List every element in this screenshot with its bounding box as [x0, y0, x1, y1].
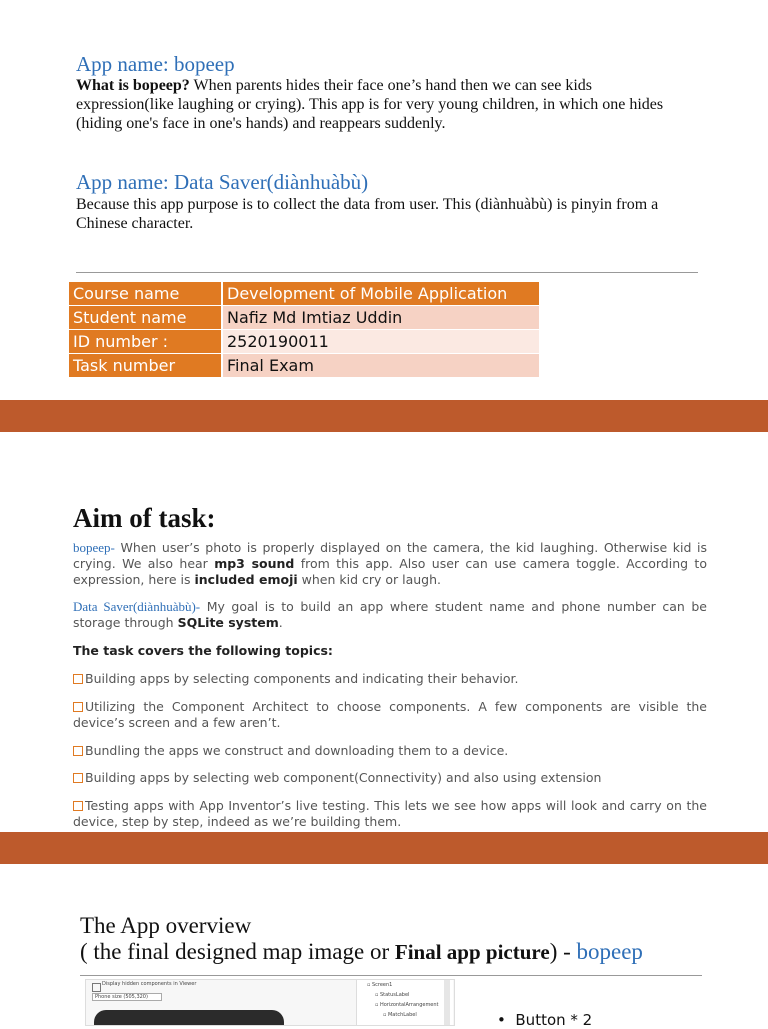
list-item-text: Button * 2 [515, 1011, 593, 1029]
divider [76, 272, 698, 273]
table-row [69, 354, 539, 377]
bold-text: Final app picture [394, 940, 550, 964]
list-item [73, 699, 707, 731]
table-value: Development of Mobile Application [223, 282, 539, 305]
table-key: Student name [69, 306, 223, 329]
list-item-text: Utilizing the Component Architect to choose components. A few components are visible the device’s screen and a few aren’t. [73, 699, 707, 730]
table-value: Nafiz Md Imtiaz Uddin [223, 306, 539, 329]
checkbox-bullet-icon [73, 674, 83, 684]
text-run: My goal is to build an app where student name and phone number can be storage through [73, 599, 707, 630]
text-run: when kid cry or laugh. [297, 572, 442, 587]
table-row [69, 306, 539, 329]
tree-item: ▫ HorizontalArrangement [375, 1002, 439, 1008]
tree-item-label: StatusLabel [379, 992, 410, 998]
app-name-bopeep: bopeep- [73, 540, 115, 555]
text-run: . [278, 615, 283, 630]
list-item-text: Bundling the apps we construct and downloading them to a device. [85, 743, 509, 758]
app1-title: App name: bopeep [76, 52, 235, 76]
bold-text: mp3 sound [214, 556, 295, 571]
table-key: ID number : [69, 330, 223, 353]
bullet-icon: • [497, 1011, 516, 1029]
slide-separator [0, 832, 768, 864]
list-item-text: Building apps by selecting web component(Connectivity) and also using extension [85, 770, 602, 785]
phone-size-select: Phone size (505,320) [92, 993, 162, 1001]
table-value: Final Exam [223, 354, 539, 377]
components-list-item [497, 1011, 592, 1029]
topics-heading: The task covers the following topics: [73, 643, 333, 658]
tree-item-label: Screen1 [371, 982, 393, 988]
aim-title: Aim of task: [73, 503, 216, 533]
table-key: Task number [69, 354, 223, 377]
list-item [73, 671, 707, 687]
tree-item-label: MatchLabel [387, 1012, 417, 1018]
checkbox-bullet-icon [73, 773, 83, 783]
course-info-table [69, 281, 539, 378]
checkbox [92, 983, 101, 992]
list-item-text: Testing apps with App Inventor’s live testing. This lets we see how apps will look and carry on the device, step by step, indeed as we’re building them. [73, 798, 707, 829]
tree-item: ▫ Screen1 [367, 982, 393, 988]
app1-description [76, 76, 676, 133]
bold-text: SQLite system [177, 615, 279, 630]
scrollbar [444, 980, 450, 1025]
tree-item: ▫ MatchLabel [383, 1012, 417, 1018]
aim-paragraph-bopeep [73, 540, 707, 588]
table-row [69, 330, 539, 353]
checkbox-label: Display hidden components in Viewer [102, 981, 197, 987]
overview-subtitle [80, 939, 643, 965]
app-name-bopeep: bopeep [576, 939, 643, 964]
app2-title: App name: Data Saver(diànhuàbù) [76, 170, 369, 194]
checkbox-bullet-icon [73, 702, 83, 712]
list-item-text: Building apps by selecting components and indicating their behavior. [85, 671, 519, 686]
list-item [73, 743, 707, 759]
app1-answer: When parents hides their face one’s hand then we can see kids [189, 77, 593, 94]
components-tree [356, 980, 453, 1025]
table-value: 2520190011 [223, 330, 539, 353]
table-key: Course name [69, 282, 223, 305]
designer-screenshot [85, 979, 455, 1026]
text-run: ( the final designed map image or [80, 939, 395, 964]
overview-title: The App overview [80, 913, 252, 938]
tree-item: ▫ StatusLabel [375, 992, 410, 998]
tree-item-label: HorizontalArrangement [379, 1002, 439, 1008]
app2-description: Because this app purpose is to collect the data from user. This (diànhuàbù) is pinyin from a Chinese character. [76, 196, 659, 232]
app1-question: What is bopeep? [76, 77, 190, 94]
checkbox-bullet-icon [73, 801, 83, 811]
app-name-datasaver: Data Saver(diànhuàbù)- [73, 599, 201, 614]
text-run: When user’s photo is properly displayed on the camera, the kid laughing. Otherwise kid is crying. We also hear [73, 540, 707, 571]
slide-separator [0, 400, 768, 432]
text-run: from this app. Also user can use camera toggle. According to expression, here is [73, 556, 707, 587]
app1-description-rest: expression(like laughing or crying). This app is for very young children, in which one hides (hiding one's face in one's hands) and reappears suddenly. [76, 96, 664, 132]
bold-text: included emoji [194, 572, 298, 587]
list-item [73, 798, 707, 830]
table-row [69, 282, 539, 305]
divider [80, 975, 702, 976]
text-run: ) - [549, 939, 577, 964]
list-item [73, 770, 707, 786]
checkbox-bullet-icon [73, 746, 83, 756]
aim-paragraph-datasaver [73, 599, 707, 631]
